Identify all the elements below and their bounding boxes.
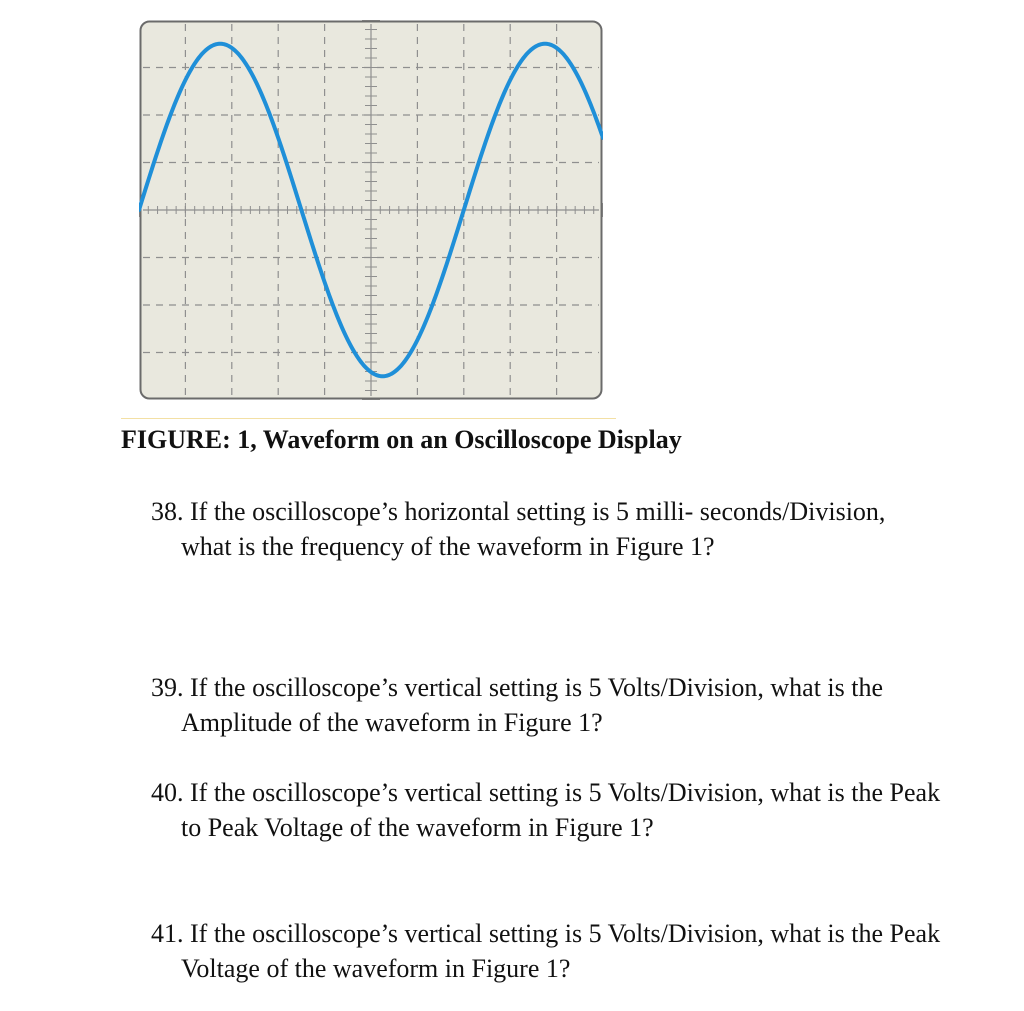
question-text: If the oscilloscope’s vertical setting is 5 Volts/Division, what is the Peak to Peak Voltage of the waveform in Figure 1? (181, 778, 941, 842)
question-41 (151, 916, 941, 986)
oscilloscope-display (139, 20, 603, 400)
question-number: 39. (151, 673, 184, 702)
figure-divider (121, 418, 616, 419)
question-text: If the oscilloscope’s horizontal setting is 5 milli- seconds/Division, what is the frequency of the waveform in Figure 1? (181, 497, 886, 561)
question-text: If the oscilloscope’s vertical setting is 5 Volts/Division, what is the Amplitude of the waveform in Figure 1? (181, 673, 884, 737)
question-39 (151, 670, 941, 740)
figure-caption: FIGURE: 1, Waveform on an Oscilloscope Display (121, 425, 682, 454)
question-38 (151, 494, 941, 564)
question-40 (151, 775, 941, 845)
question-number: 40. (151, 778, 184, 807)
question-text: If the oscilloscope’s vertical setting is 5 Volts/Division, what is the Peak Voltage of the waveform in Figure 1? (181, 919, 941, 983)
question-number: 38. (151, 497, 184, 526)
question-number: 41. (151, 919, 184, 948)
oscilloscope-screen (139, 20, 603, 400)
